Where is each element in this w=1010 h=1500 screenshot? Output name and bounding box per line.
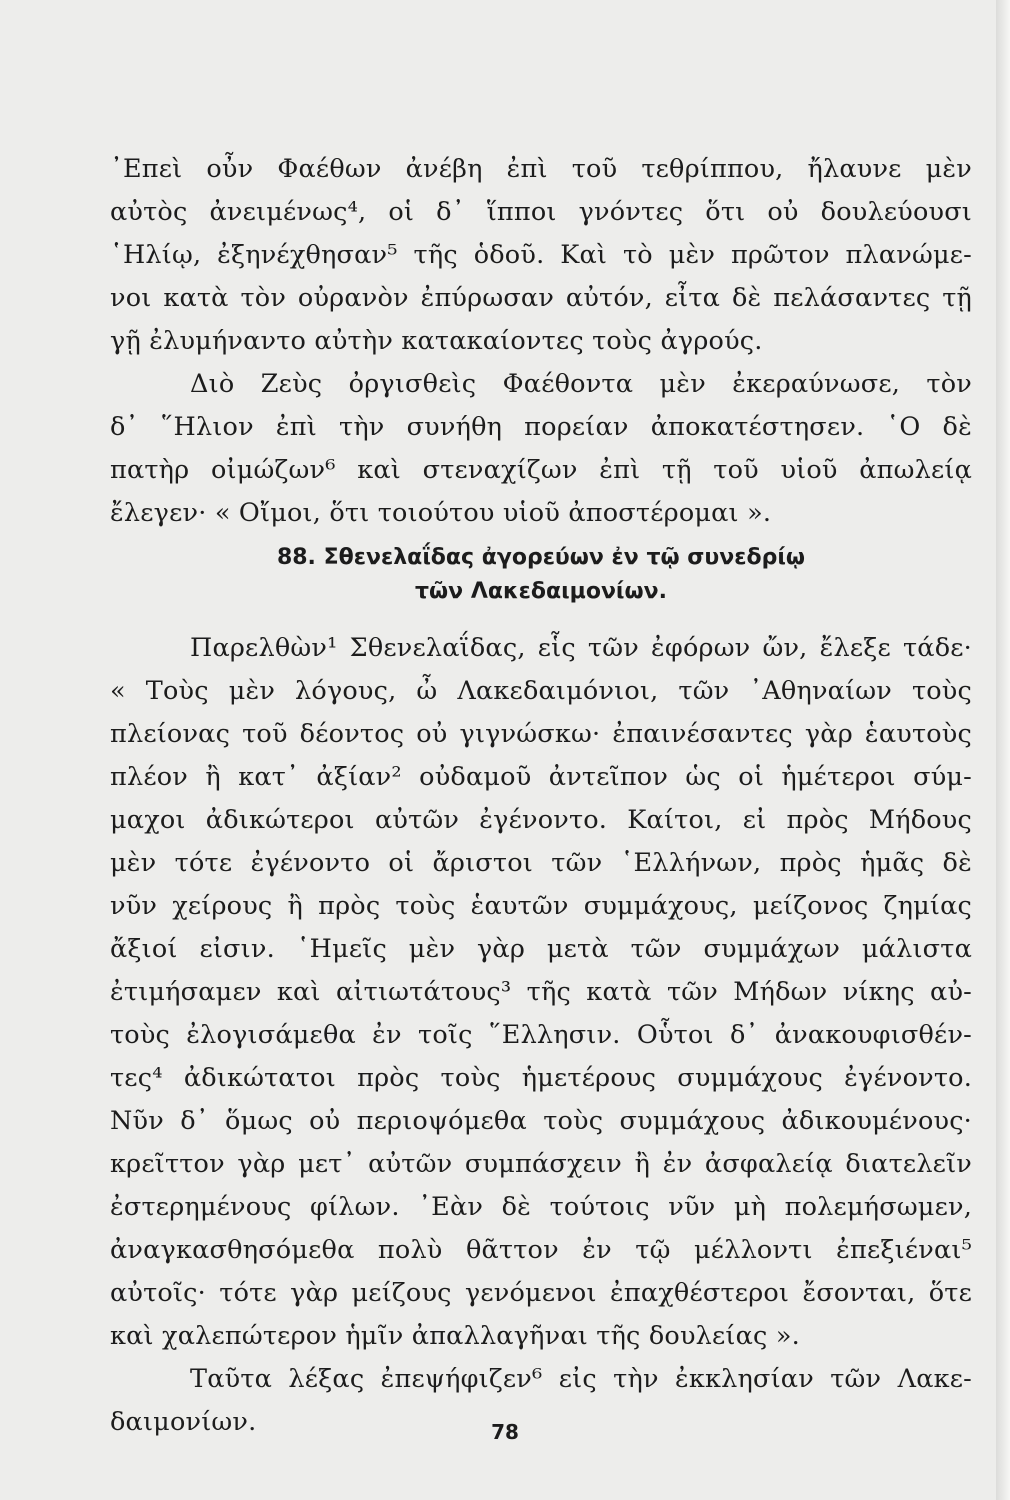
text-line: ἄξιοί εἰσιν. ῾Ημεῖς μὲν γὰρ μετὰ τῶν συμμάχων μάλιστα — [110, 934, 972, 964]
text-line: Παρελθὼν¹ Σθενελαΐδας, εἷς τῶν ἐφόρων ὤν, ἔλεξε τάδε· — [190, 633, 972, 663]
text-line: ᾿Επεὶ οὖν Φαέθων ἀνέβη ἐπὶ τοῦ τεθρίππου, ἤλαυνε μὲν — [110, 154, 972, 184]
text-line: ῾Ηλίῳ, ἐξηνέχθησαν⁵ τῆς ὁδοῦ. Καὶ τὸ μὲν πρῶτον πλανώμε- — [110, 240, 972, 270]
text-line: δ᾿ ῞Ηλιον ἐπὶ τὴν συνήθη πορείαν ἀποκατέστησεν. ῾Ο δὲ — [110, 412, 972, 442]
text-line: δαιμονίων. — [110, 1407, 257, 1437]
section-heading — [110, 541, 972, 609]
text-line: μαχοι ἀδικώτεροι αὐτῶν ἐγένοντο. Καίτοι, εἰ πρὸς Μήδους — [110, 805, 972, 835]
heading-line: τῶν Λακεδαιμονίων. — [415, 579, 667, 604]
text-line: μὲν τότε ἐγένοντο οἱ ἄριστοι τῶν ῾Ελλήνων, πρὸς ἡμᾶς δὲ — [110, 848, 972, 878]
text-line: πλέον ἢ κατ᾿ ἀξίαν² οὐδαμοῦ ἀντεῖπον ὡς οἱ ἡμέτεροι σύμ- — [110, 762, 972, 792]
text-line: τοὺς ἐλογισάμεθα ἐν τοῖς ῞Ελλησιν. Οὗτοι δ᾿ ἀνακουφισθέν- — [110, 1020, 972, 1050]
text-line: Ταῦτα λέξας ἐπεψήφιζεν⁶ εἰς τὴν ἐκκλησίαν τῶν Λακε- — [190, 1364, 972, 1394]
text-line: ἔλεγεν· « Οἴμοι, ὅτι τοιούτου υἱοῦ ἀποστέρομαι ». — [110, 498, 772, 528]
text-line: γῇ ἐλυμήναντο αὐτὴν κατακαίοντες τοὺς ἀγρούς. — [110, 326, 763, 356]
text-line: ἐστερημένους φίλων. ᾿Εὰν δὲ τούτοις νῦν μὴ πολεμήσωμεν, — [110, 1192, 972, 1222]
page-edge-shadow — [996, 0, 1010, 1500]
text-line: « Τοὺς μὲν λόγους, ὦ Λακεδαιμόνιοι, τῶν ᾿Αθηναίων τοὺς — [110, 676, 972, 706]
text-line: τες⁴ ἀδικώτατοι πρὸς τοὺς ἡμετέρους συμμάχους ἐγένοντο. — [110, 1063, 972, 1093]
text-line: καὶ χαλεπώτερον ἡμῖν ἀπαλλαγῆναι τῆς δουλείας ». — [110, 1321, 800, 1351]
text-line: αὐτὸς ἀνειμένως⁴, οἱ δ᾿ ἵπποι γνόντες ὅτι οὐ δουλεύουσι — [110, 197, 972, 227]
paragraph-sthenelaidas — [110, 627, 972, 1444]
paragraph-phaethon — [110, 148, 972, 535]
text-line: κρεῖττον γὰρ μετ᾿ αὐτῶν συμπάσχειν ἢ ἐν ἀσφαλείᾳ διατελεῖν — [110, 1149, 972, 1179]
text-line: Διὸ Ζεὺς ὀργισθεὶς Φαέθοντα μὲν ἐκεραύνωσε, τὸν — [190, 369, 972, 399]
text-line: ἀναγκασθησόμεθα πολὺ θᾶττον ἐν τῷ μέλλοντι ἐπεξιέναι⁵ — [110, 1235, 972, 1265]
text-line: αὐτοῖς· τότε γὰρ μείζους γενόμενοι ἐπαχθέστεροι ἔσονται, ὅτε — [110, 1278, 972, 1308]
text-line: νῦν χείρους ἢ πρὸς τοὺς ἑαυτῶν συμμάχους, μείζονος ζημίας — [110, 891, 972, 921]
text-line: νοι κατὰ τὸν οὐρανὸν ἐπύρωσαν αὐτόν, εἶτα δὲ πελάσαντες τῇ — [110, 283, 972, 313]
text-line: ἐτιμήσαμεν καὶ αἰτιωτάτους³ τῆς κατὰ τῶν Μήδων νίκης αὐ- — [110, 977, 972, 1007]
text-body — [110, 148, 972, 1444]
text-line: πατὴρ οἰμώζων⁶ καὶ στεναχίζων ἐπὶ τῇ τοῦ υἱοῦ ἀπωλείᾳ — [110, 455, 972, 485]
heading-line: 88. Σθενελαΐδας ἀγορεύων ἐν τῷ συνεδρίῳ — [276, 545, 806, 570]
page-number: 78 — [491, 1420, 519, 1444]
text-line: Νῦν δ᾿ ὅμως οὐ περιοψόμεθα τοὺς συμμάχους ἀδικουμένους· — [110, 1106, 972, 1136]
text-line: πλείονας τοῦ δέοντος οὐ γιγνώσκω· ἐπαινέσαντες γὰρ ἑαυτοὺς — [110, 719, 972, 749]
